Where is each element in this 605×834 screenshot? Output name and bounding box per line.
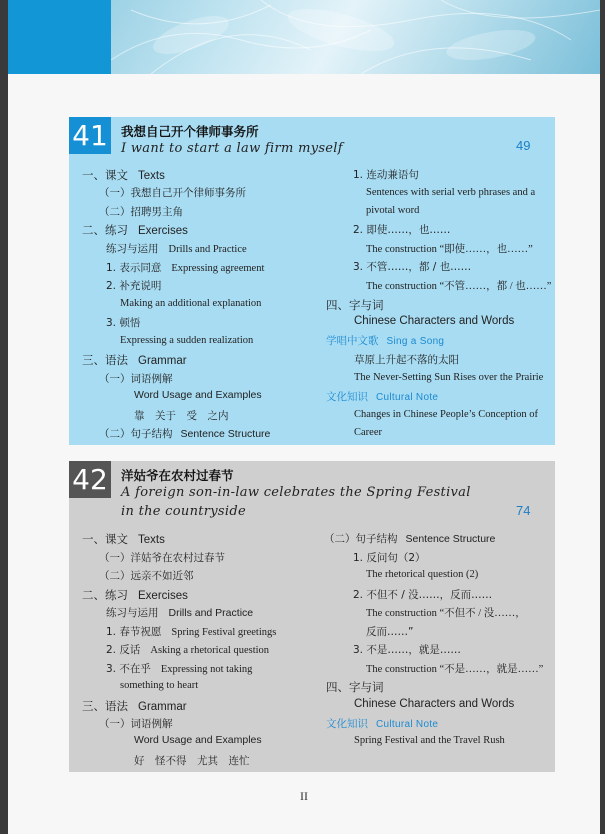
toc-entry: 四、字与词 <box>326 298 384 312</box>
lesson-title-en: A foreign son-in-law celebrates the Spring Festival <box>121 485 471 500</box>
toc-entry: 3. 不管……，都 / 也…… <box>353 261 472 273</box>
toc-entry: 反而……” <box>366 626 414 638</box>
toc-entry: Word Usage and Examples <box>134 389 262 401</box>
toc-entry: （二）句子结构 Sentence Structure <box>99 428 271 440</box>
toc-entry: 2. 不但不 / 没……，反而…… <box>353 589 493 601</box>
lesson-number: 42 <box>69 461 111 498</box>
toc-entry: Making an additional explanation <box>120 298 262 309</box>
toc-entry: 二、练习 Exercises <box>82 588 188 602</box>
toc-entry: 三、语法 Grammar <box>82 353 187 367</box>
toc-entry: 练习与运用 Drills and Practice <box>106 243 247 255</box>
page-footer-number: II <box>300 789 308 803</box>
toc-entry: The rhetorical question (2) <box>366 569 479 580</box>
toc-entry: （二）招聘男主角 <box>99 206 183 218</box>
lesson-42-panel <box>69 461 555 772</box>
toc-entry: 3. 不是……，就是…… <box>353 644 461 656</box>
leaf-pattern-image <box>111 0 600 74</box>
toc-entry: 草原上升起不落的太阳 <box>354 354 459 366</box>
toc-entry: 靠 关于 受 之内 <box>134 410 229 422</box>
toc-entry: Sentences with serial verb phrases and a <box>366 187 536 198</box>
toc-entry: The Never-Setting Sun Rises over the Prairie <box>354 372 544 383</box>
toc-entry: Career <box>354 427 382 438</box>
toc-entry: Spring Festival and the Travel Rush <box>354 735 505 746</box>
lesson-title-en-line2: in the countryside <box>121 504 246 519</box>
toc-entry: 3. 顿悟 <box>106 317 141 329</box>
banner-color-block <box>8 0 111 74</box>
toc-entry: 一、课文 Texts <box>82 168 165 182</box>
song-heading: 学唱中文歌 Sing a Song <box>326 335 445 347</box>
toc-entry: 一、课文 Texts <box>82 532 165 546</box>
header-banner <box>8 0 600 74</box>
toc-entry: Expressing a sudden realization <box>120 335 254 346</box>
toc-entry: The construction “即使……，也……” <box>366 244 533 255</box>
toc-entry: 2. 补充说明 <box>106 280 162 292</box>
toc-entry: 好 怪不得 尤其 连忙 <box>134 755 250 767</box>
toc-entry: The construction “不管……，都 / 也……” <box>366 281 552 292</box>
toc-entry: The construction “不但不 / 没……， <box>366 608 526 619</box>
cultural-note-heading: 文化知识 Cultural Note <box>326 391 439 403</box>
toc-entry: 1. 连动兼语句 <box>353 169 419 181</box>
toc-entry: Changes in Chinese People’s Conception of <box>354 409 539 420</box>
toc-entry: 1. 春节祝愿 Spring Festival greetings <box>106 626 277 638</box>
toc-entry: pivotal word <box>366 205 420 216</box>
cultural-note-heading: 文化知识 Cultural Note <box>326 718 439 730</box>
lesson-title-cn: 我想自己开个律师事务所 <box>121 124 259 139</box>
page <box>8 0 600 834</box>
toc-entry: （二）远亲不如近邻 <box>99 570 194 582</box>
toc-entry: The construction “不是……，就是……” <box>366 664 544 675</box>
toc-entry: something to heart <box>120 680 199 691</box>
lesson-title-en: I want to start a law firm myself <box>121 141 343 156</box>
page-number: 49 <box>516 138 531 153</box>
toc-entry: 三、语法 Grammar <box>82 699 187 713</box>
toc-entry: Word Usage and Examples <box>134 734 262 746</box>
toc-entry: 3. 不在乎 Expressing not taking <box>106 663 253 675</box>
toc-entry: （一）洋姑爷在农村过春节 <box>99 552 225 564</box>
toc-entry: 2. 反话 Asking a rhetorical question <box>106 644 270 656</box>
toc-entry: 四、字与词 <box>326 680 384 694</box>
toc-entry: 1. 反问句（2） <box>353 552 426 564</box>
toc-entry: （一）词语例解 <box>99 718 173 730</box>
toc-entry: Chinese Characters and Words <box>354 698 515 710</box>
toc-entry: 练习与运用 Drills and Practice <box>106 607 254 619</box>
lesson-41-panel <box>69 117 555 445</box>
lesson-number: 41 <box>69 117 111 154</box>
toc-entry: （二）句子结构 Sentence Structure <box>324 533 496 545</box>
toc-entry: （一）词语例解 <box>99 373 173 385</box>
page-number: 74 <box>516 503 531 518</box>
toc-entry: 1. 表示同意 Expressing agreement <box>106 262 265 274</box>
lesson-title-cn: 洋姑爷在农村过春节 <box>121 468 234 483</box>
toc-entry: （一）我想自己开个律师事务所 <box>99 187 246 199</box>
toc-entry: Chinese Characters and Words <box>354 315 515 327</box>
toc-entry: 二、练习 Exercises <box>82 223 188 237</box>
toc-entry: 2. 即使……，也…… <box>353 224 451 236</box>
